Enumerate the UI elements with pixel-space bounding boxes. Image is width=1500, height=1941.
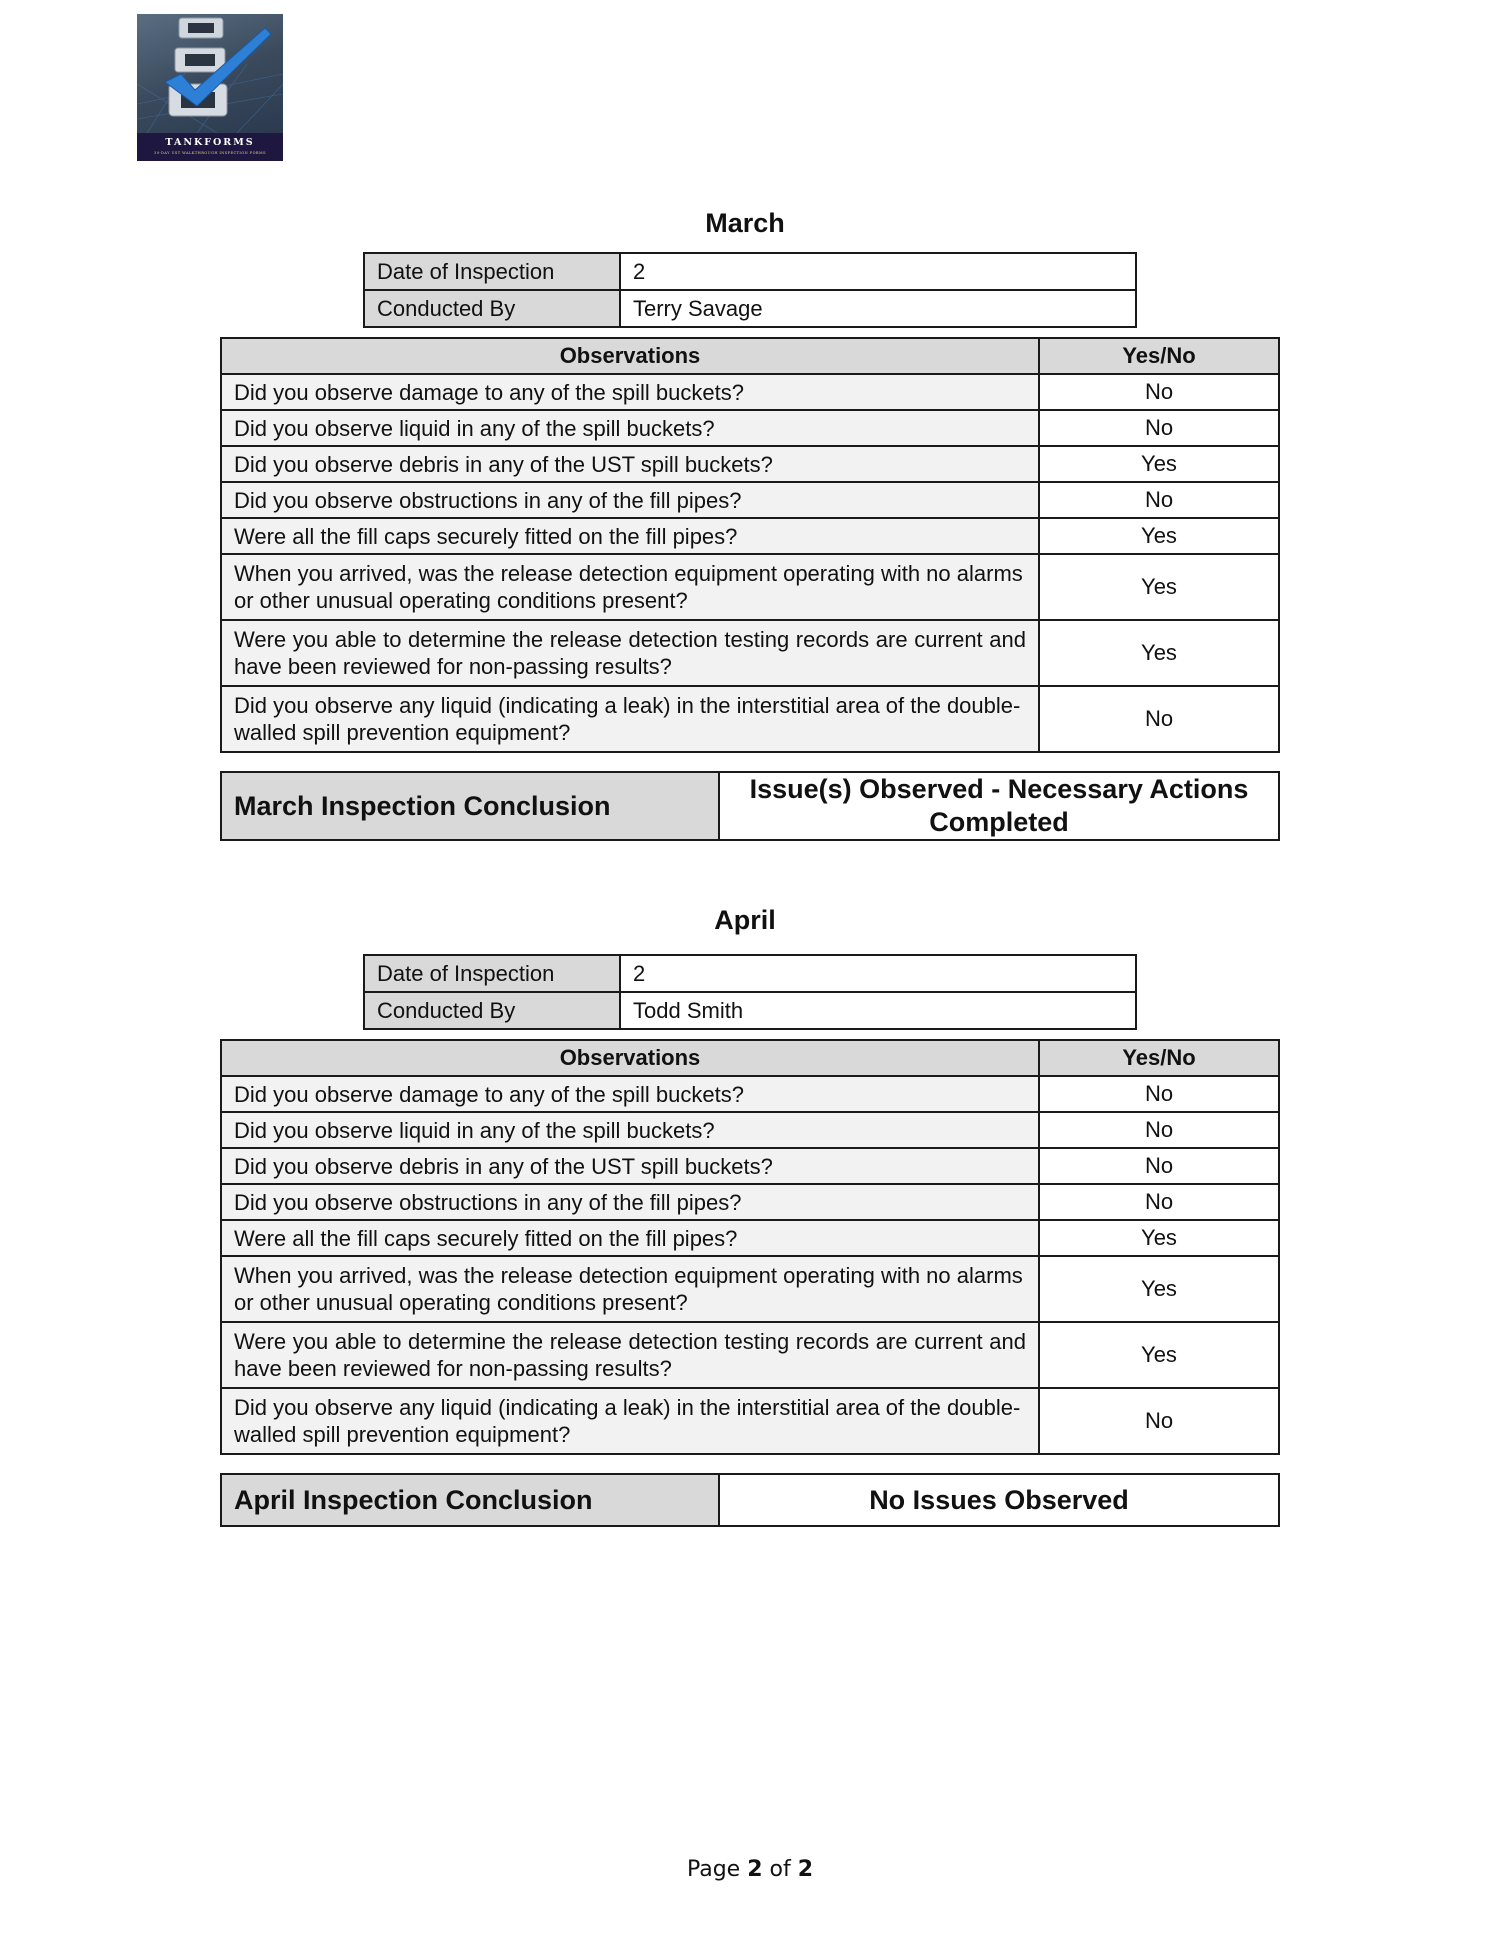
observations-header: Observations (221, 1040, 1039, 1076)
conclusion-table-april (220, 1473, 1280, 1527)
conclusion-table-march (220, 771, 1280, 841)
observation-question: Did you observe debris in any of the UST spill buckets? (221, 1148, 1039, 1184)
info-row-conducted-by (364, 290, 1136, 327)
observation-question: Were you able to determine the release detection testing records are current and have been reviewed for non-passing results? (221, 620, 1039, 686)
observation-question: Did you observe debris in any of the UST spill buckets? (221, 446, 1039, 482)
yes-no-header: Yes/No (1039, 338, 1279, 374)
observation-answer: No (1039, 1148, 1279, 1184)
tankforms-logo (137, 14, 283, 161)
observation-answer: No (1039, 374, 1279, 410)
conclusion-value: Issue(s) Observed - Necessary Actions Completed (719, 772, 1279, 840)
table-row (221, 686, 1279, 752)
month-title-april: April (714, 905, 776, 935)
inspection-info-table-april (363, 954, 1137, 1030)
conducted-by-value: Todd Smith (620, 992, 1136, 1029)
observation-answer: No (1039, 410, 1279, 446)
observation-question: Did you observe obstructions in any of the fill pipes? (221, 1184, 1039, 1220)
observation-answer: No (1039, 1112, 1279, 1148)
page-word: Page (686, 1857, 741, 1882)
table-row (221, 446, 1279, 482)
table-row (221, 1184, 1279, 1220)
logo-tagline: 30-DAY UST WALKTHROUGH INSPECTION FORMS (154, 151, 266, 155)
observation-answer: Yes (1039, 518, 1279, 554)
table-row (221, 1388, 1279, 1454)
inspection-info-table-march (363, 252, 1137, 328)
observations-header: Observations (221, 338, 1039, 374)
observation-question: Did you observe obstructions in any of the fill pipes? (221, 482, 1039, 518)
observation-question: Were all the fill caps securely fitted on the fill pipes? (221, 518, 1039, 554)
table-row (221, 374, 1279, 410)
month-title-march: March (705, 208, 785, 238)
logo-banner (137, 133, 283, 161)
observation-answer: Yes (1039, 554, 1279, 620)
table-row (221, 1256, 1279, 1322)
observations-table-april (220, 1039, 1280, 1455)
conducted-by-value: Terry Savage (620, 290, 1136, 327)
observation-answer: No (1039, 686, 1279, 752)
info-row-date (364, 253, 1136, 290)
date-of-inspection-label: Date of Inspection (364, 253, 620, 290)
observation-question: Did you observe liquid in any of the spill buckets? (221, 410, 1039, 446)
observation-answer: No (1039, 1388, 1279, 1454)
observation-answer: Yes (1039, 1220, 1279, 1256)
checkbox-checkmark-icon (137, 14, 283, 133)
of-word: of (769, 1857, 791, 1882)
observation-answer: Yes (1039, 446, 1279, 482)
conclusion-row (221, 772, 1279, 840)
observation-answer: Yes (1039, 1322, 1279, 1388)
observation-answer: Yes (1039, 620, 1279, 686)
yes-no-header: Yes/No (1039, 1040, 1279, 1076)
info-row-date (364, 955, 1136, 992)
logo-brand-text: TANKFORMS (165, 137, 255, 148)
observation-question: Did you observe liquid in any of the spill buckets? (221, 1112, 1039, 1148)
conclusion-label: March Inspection Conclusion (221, 772, 719, 840)
table-header-row (221, 338, 1279, 374)
observation-question: Did you observe any liquid (indicating a leak) in the interstitial area of the double-walled spill prevention equipment? (221, 1388, 1039, 1454)
conducted-by-label: Conducted By (364, 290, 620, 327)
table-row (221, 1148, 1279, 1184)
observation-answer: No (1039, 1076, 1279, 1112)
table-row (221, 620, 1279, 686)
observation-answer: No (1039, 1184, 1279, 1220)
observation-question: Did you observe damage to any of the spill buckets? (221, 1076, 1039, 1112)
table-row (221, 554, 1279, 620)
table-row (221, 1322, 1279, 1388)
page-footer (0, 1857, 1500, 1882)
date-of-inspection-value: 2 (620, 955, 1136, 992)
observation-question: Were all the fill caps securely fitted on the fill pipes? (221, 1220, 1039, 1256)
info-row-conducted-by (364, 992, 1136, 1029)
table-row (221, 1112, 1279, 1148)
total-pages-number: 2 (797, 1857, 814, 1882)
table-row (221, 1076, 1279, 1112)
date-of-inspection-value: 2 (620, 253, 1136, 290)
current-page-number: 2 (747, 1857, 763, 1882)
table-row (221, 410, 1279, 446)
date-of-inspection-label: Date of Inspection (364, 955, 620, 992)
table-header-row (221, 1040, 1279, 1076)
observation-answer: Yes (1039, 1256, 1279, 1322)
observation-question: Did you observe damage to any of the spill buckets? (221, 374, 1039, 410)
observation-answer: No (1039, 482, 1279, 518)
conclusion-label: April Inspection Conclusion (221, 1474, 719, 1526)
observation-question: Were you able to determine the release detection testing records are current and have been reviewed for non-passing results? (221, 1322, 1039, 1388)
table-row (221, 518, 1279, 554)
table-row (221, 1220, 1279, 1256)
table-row (221, 482, 1279, 518)
observations-table-march (220, 337, 1280, 753)
observation-question: Did you observe any liquid (indicating a leak) in the interstitial area of the double-walled spill prevention equipment? (221, 686, 1039, 752)
observation-question: When you arrived, was the release detection equipment operating with no alarms or other unusual operating conditions present? (221, 554, 1039, 620)
conducted-by-label: Conducted By (364, 992, 620, 1029)
conclusion-row (221, 1474, 1279, 1526)
conclusion-value: No Issues Observed (719, 1474, 1279, 1526)
observation-question: When you arrived, was the release detection equipment operating with no alarms or other unusual operating conditions present? (221, 1256, 1039, 1322)
